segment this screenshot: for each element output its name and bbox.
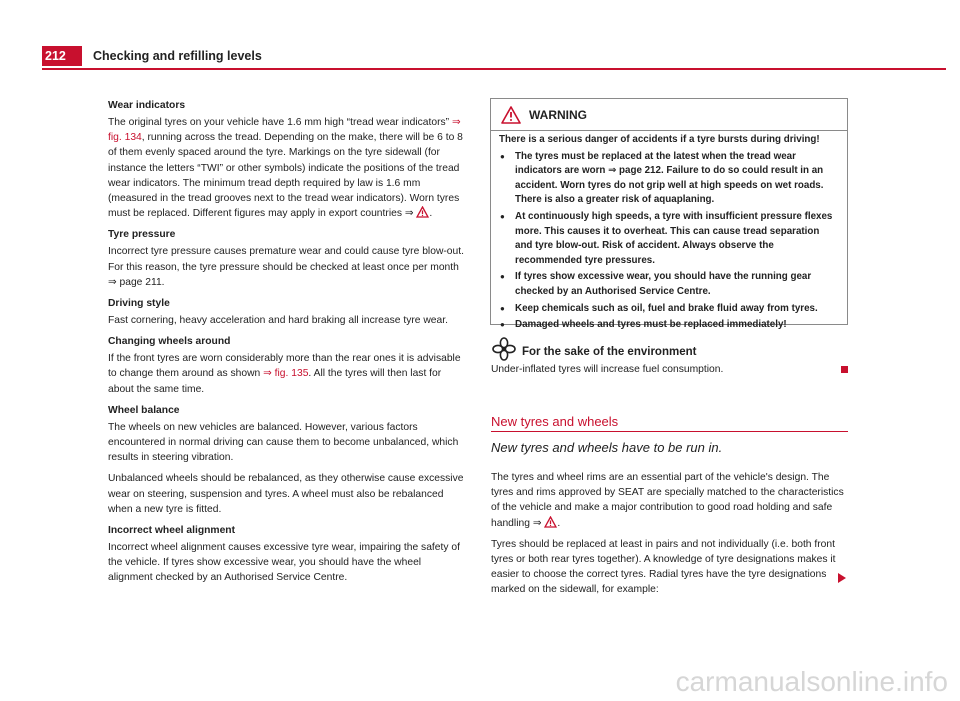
warning-header	[491, 99, 847, 131]
new-tyres-end: .	[557, 517, 561, 529]
fig-135-link[interactable]: ⇒ fig. 135	[263, 368, 309, 380]
new-tyres-arrow: ⇒	[532, 517, 542, 529]
balance-text-2: Unbalanced wheels should be rebalanced, as they otherwise cause excessive wear on steering, suspension and tyres. A wheel must also be rebalanced when a new tyre is fitted.	[108, 473, 464, 515]
watermark: carmanualsonline.info	[675, 666, 948, 697]
environment-text: Under-inflated tyres will increase fuel consumption.	[491, 364, 724, 375]
wear-arrow: ⇒	[404, 208, 414, 220]
continue-arrow-icon	[838, 573, 846, 583]
balance-text-1: The wheels on new vehicles are balanced. However, various factors encountered in normal driving can cause them to become unbalanced, which results in steering vibration.	[108, 421, 459, 464]
warning-item: ● Keep chemicals such as oil, fuel and brake fluid away from tyres.	[499, 302, 839, 317]
driving-heading: Driving style	[108, 298, 170, 310]
page-header	[42, 46, 946, 70]
warning-item: ● If tyres show excessive wear, you should have the running gear checked by an Authorised Service Centre.	[499, 270, 839, 299]
pressure-heading: Tyre pressure	[108, 229, 176, 241]
balance-heading: Wheel balance	[108, 404, 180, 416]
warning-item: ● At continuously high speeds, a tyre with insufficient pressure flexes more. This causes it to overheat. This can cause tread separation and tyre blow-out. Risk of accident. Always observe the recommended tyre pressures.	[499, 210, 839, 268]
wear-end: .	[429, 208, 433, 220]
warning-body	[491, 131, 847, 333]
warning-triangle-icon[interactable]	[416, 206, 429, 218]
left-column	[108, 98, 466, 592]
warning-triangle-icon[interactable]	[544, 516, 557, 528]
driving-text: Fast cornering, heavy acceleration and hard braking all increase tyre wear.	[108, 315, 448, 327]
section-subtitle: New tyres and wheels have to be run in.	[491, 440, 723, 455]
changing-text	[108, 351, 466, 397]
pressure-text: Incorrect tyre pressure causes premature wear and could cause tyre blow-out. For this reason, the tyre pressure should be checked at least once per month ⇒ page 211.	[108, 246, 464, 288]
wear-text	[108, 115, 466, 221]
changing-heading: Changing wheels around	[108, 336, 231, 348]
wear-text-2: , running across the tread. Depending on the make, there will be 6 to 8 of them evenly spaced around the tyre. Markings on the tyre sidewall (for instance the letters “TWI” or other symbols) indicate the positions of the tread wear indicators. The minimum tread depth required by law is 1.6 mm (measured in the tread grooves next to the tread wear indicators). Worn tyres must be replaced. Different figures may apply in export countries	[108, 132, 463, 220]
warning-icon	[501, 106, 521, 124]
new-tyres-para-2: Tyres should be replaced at least in pairs and not individually (i.e. both front tyres or both rear tyres together). A knowledge of tyre designations makes it easier to choose the correct tyres. Radial tyres have the tyre designations marked on the sidewall, for example:	[491, 538, 836, 596]
changing-text-1: If the front tyres are worn considerably more than the rear ones it is advisable to change them around as shown	[108, 353, 461, 380]
new-tyres-para-1	[491, 470, 848, 531]
warning-item: ● Damaged wheels and tyres must be replaced immediately!	[499, 318, 839, 333]
fig-134-link[interactable]: ⇒ fig. 134	[108, 117, 461, 144]
environment-title: For the sake of the environment	[522, 346, 697, 358]
warning-intro: There is a serious danger of accidents if a tyre bursts during driving!	[499, 134, 820, 145]
warning-item: ● The tyres must be replaced at the latest when the tread wear indicators are worn ⇒ page 212. Failure to do so could result in an accident. Worn tyres do not grip well at high speeds on wet roads. There is also a greater risk of aquaplaning.	[499, 150, 839, 208]
section-title: New tyres and wheels	[491, 414, 848, 432]
page-number: 212	[42, 46, 82, 66]
right-column	[491, 470, 848, 604]
alignment-heading: Incorrect wheel alignment	[108, 525, 236, 537]
warning-box	[490, 98, 848, 331]
new-tyres-para-1-text: The tyres and wheel rims are an essential part of the vehicle's design. The tyres and rims approved by SEAT are specially matched to the characteristics of the vehicle and make a major contribution to good road holding and safe handling	[491, 472, 844, 529]
warning-title: WARNING	[529, 108, 587, 122]
wear-text-1: The original tyres on your vehicle have 1.6 mm high “tread wear indicators”	[108, 117, 450, 128]
alignment-text: Incorrect wheel alignment causes excessive tyre wear, impairing the safety of the vehicle. If tyres show excessive wear, you should have the wheel alignment checked by an Authorised Service Centre.	[108, 542, 460, 584]
flower-icon	[492, 337, 516, 361]
wear-heading: Wear indicators	[108, 100, 186, 111]
page-title: Checking and refilling levels	[93, 49, 262, 63]
section-end-marker	[841, 366, 848, 373]
changing-text-2: . All the tyres will then last for about the same time.	[108, 368, 442, 395]
